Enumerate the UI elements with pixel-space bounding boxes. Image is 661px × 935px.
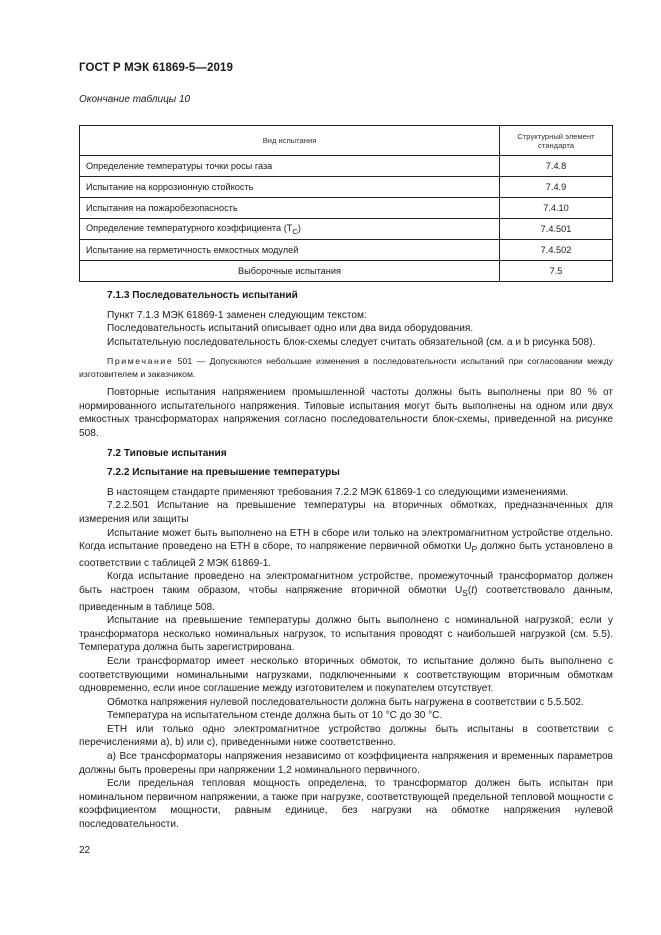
paragraph: 7.2.2.501 Испытание на превышение температуры на вторичных обмотках, предназначенных для измерения или защиты [79,500,613,525]
paragraph-text: Когда испытание проведено на электромагнитном устройстве, промежуточный трансформатор должен быть настроен таким образом, чтобы напряжение вторичной обмотки U [79,571,613,596]
table-cell-test: Испытание на герметичность емкостных модулей [80,240,500,261]
table-cell-test-close: ) [297,222,301,233]
paragraph: Повторные испытания напряжением промышленной частоты должны быть выполнены при 80 % от нормированного испытательного напряжения. Типовые испытания могут быть выполнены на одном или двух емкостных трансформаторах напряжения согласно последовательности блок-схемы, приведенной на рисунке 508. [79,387,613,439]
paragraph: В настоящем стандарте применяют требования 7.2.2 МЭК 61869-1 со следующими изменениями. [107,486,569,498]
section-heading-7-1-3: 7.1.3 Последовательность испытаний [107,290,298,301]
paragraph-text: соответствовало данным, приведенным в таблице 508. [79,584,613,613]
paragraph: Если трансформатор имеет несколько вторичных обмоток, то испытание должно быть выполнено с соответствующими номинальными нагрузками, подключенными к соответствующим вторичным обмоткам одновременно, если иное соглашение между изготовителем и покупателем отсутствует. [79,655,613,695]
page-number: 22 [79,845,91,856]
table-cell-test-subscript: C [292,226,298,236]
paragraph: Если предельная тепловая мощность определена, то трансформатор должен быть испытан при номинальном первичном напряжении, а также при нагрузке, соответствующей предельной тепловой мощности с коэффициентом мощности, равным единице, без нагрузки на обмотке напряжения нулевой последовательности. [79,778,613,831]
table-cell-clause: 7.4.501 [500,219,613,240]
paragraph-text: Испытание может быть выполнено на ЕТН в сборе или только на электромагнитном устройстве отдельно. Когда испытание проведено на ЕТН в сборе, то напряжение первичной обмотки U [79,527,613,553]
table-cell-clause: 7.4.502 [500,240,613,261]
table-cell-test: Выборочные испытания [80,261,500,282]
document-header-title: ГОСТ Р МЭК 61869-5—2019 [79,62,233,74]
table-header-row [80,126,613,156]
subscript: S [462,587,468,598]
note-label: Примечание [107,356,174,367]
table-row [80,219,613,240]
test-types-table [79,125,613,282]
table-row [80,198,613,219]
table-header-clause: Структурный элемент стандарта [500,126,613,156]
paragraph: Когда испытание проведено на электромагнитном устройстве, промежуточный трансформатор должен быть настроен таким образом, чтобы напряжение вторичной обмотки $U_S(t)$ соответствовало данным, приведенным в таблице 508. [79,571,613,613]
paragraph: Испытательную последовательность блок-схемы следует считать обязательной (см. a и b рисунка 508). [107,336,596,348]
table-cell-clause: 7.4.9 [500,177,613,198]
paragraph-text: должно быть установлено в соответствии с таблицей 2 МЭК 61869-1. [79,541,613,569]
table-row [80,261,613,282]
paragraph: Обмотка напряжения нулевой последовательности должна быть нагружена в соответствии с 5.5.502. [107,696,584,708]
subscript: P [471,544,478,555]
table-cell-clause: 7.4.10 [500,198,613,219]
table-cell-test [80,219,500,240]
italic-var: t [471,584,475,596]
paragraph: ЕТН или только одно электромагнитное устройство должны быть испытаны в соответствии с перечислениями a), b) или c), приведенными ниже соответственно. [79,723,613,749]
paragraph: Последовательность испытаний описывает одно или два вида оборудования. [107,323,474,335]
list-item: a) Все трансформаторы напряжения независимо от коэффициента напряжения и временных параметров должны быть проверены при напряжении 1,2 номинального первичного. [79,751,613,776]
table-header-test-type: Вид испытания [80,126,500,156]
table-row [80,156,613,177]
table-cell-test: Определение температуры точки росы газа [80,156,500,177]
paragraph: Пункт 7.1.3 МЭК 61869-1 заменен следующим текстом: [107,309,367,321]
table-cell-clause: 7.5 [500,261,613,282]
paragraph: Испытание на превышение температуры должно быть выполнено с номинальной нагрузкой; если у трансформатора несколько номинальных нагрузок, то испытания проводят с наибольшей нагрузкой (см. 5.5). Температура должна быть зарегистрирована. [79,615,613,654]
table-cell-test-text: Определение температурного коэффициента (T [86,222,293,233]
note-text: 501 — Допускаются небольшие изменения в последовательности испытаний при согласовании между изготовителем и заказчиком. [79,356,613,379]
table-row [80,240,613,261]
table-cell-test: Испытание на коррозионную стойкость [80,177,500,198]
document-body [79,289,613,832]
section-heading-7-2-2: 7.2.2 Испытание на превышение температуры [107,467,340,479]
table-caption: Окончание таблицы 10 [79,94,191,105]
note [79,355,613,380]
paragraph [79,527,613,571]
table-cell-test: Испытания на пожаробезопасность [80,198,500,219]
table-row [80,177,613,198]
section-heading-7-2: 7.2 Типовые испытания [107,447,227,459]
paragraph: Температура на испытательном стенде должна быть от 10 °C до 30 °C. [107,710,443,722]
table-cell-clause: 7.4.8 [500,156,613,177]
